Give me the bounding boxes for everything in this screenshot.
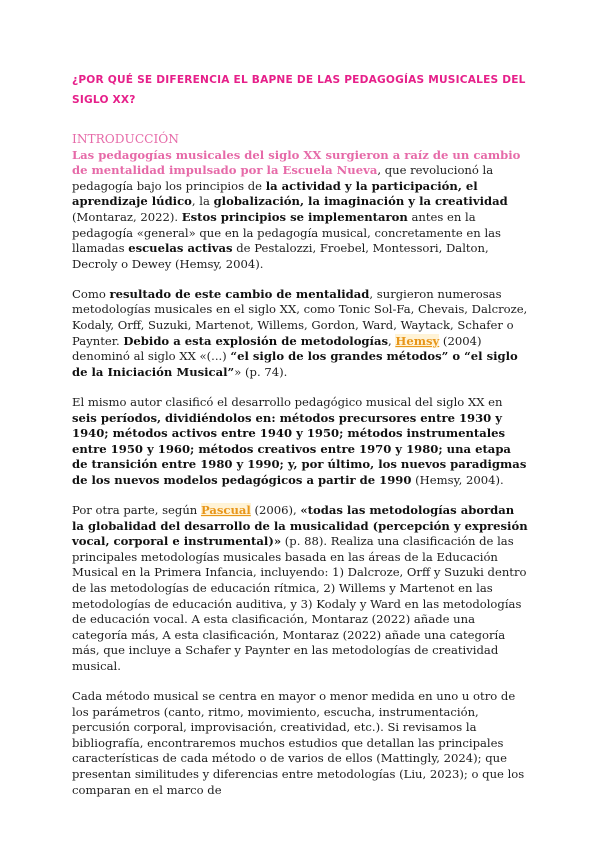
text-span: » (p. 74).	[234, 364, 288, 379]
text-span: (Montaraz, 2022).	[72, 209, 182, 224]
bold-span: “el siglo de los grandes métodos” o “el siglo de la Iniciación Musical”	[72, 349, 518, 379]
bold-span: globalización, la imaginación y la creatividad	[213, 194, 508, 209]
paragraph-2	[72, 287, 528, 381]
text-span: antes en la pedagogía «general» que en la pedagogía musical, concretamente en las llamadas	[72, 209, 502, 256]
bold-span: la actividad y la participación, el aprendizaje lúdico	[72, 178, 478, 209]
citation-link-pascual[interactable]: Pascual	[200, 502, 251, 517]
bold-span: Debido a esta explosión de metodologías	[123, 333, 388, 348]
document-title: ¿POR QUÉ SE DIFERENCIA EL BAPNE DE LAS PEDAGOGÍAS MUSICALES DEL SIGLO XX?	[72, 74, 526, 106]
text-span: (p. 88). Realiza una clasificación de las principales metodologías musicales basada en las áreas de la Educación Musical en la Primera Infancia, incluyendo: 1) Dalcroze, Orff y Suzuki dentro de las metodologías de educación rítmica, 2) Willems y Martenot en las metodologías de educación auditiva, y 3) Kodaly y Ward en las metodologías de educación vocal. A esta clasificación, Montaraz (2022) añade una categoría más, A esta clasificación, Montaraz (2022) añade una categoría más, que incluye a Schafer y Paynter en las metodologías de creatividad musical.	[72, 534, 527, 673]
introduction-section	[72, 132, 528, 272]
paragraph-5-text: Cada método musical se centra en mayor o menor medida en uno u otro de los parámetros (canto, ritmo, movimiento, escucha, instrumentación, percusión corporal, improvisación, creatividad, etc.). Si revisamos la bibliografía, encontraremos muchos estudios que detallan las principales características de cada método o de varios de ellos (Mattingly, 2024); que presentan similitudes y diferencias entre metodologías (Liu, 2023); o que los comparan en el marco de	[72, 689, 525, 797]
section-heading-introduccion: INTRODUCCIÓN	[72, 132, 179, 146]
text-span: Como	[72, 286, 110, 301]
bold-span: resultado de este cambio de mentalidad	[109, 286, 370, 301]
text-span: (2004) denominó al siglo XX «(...)	[72, 333, 482, 364]
bold-span: Estos principios se implementaron	[181, 209, 408, 224]
text-span: ,	[388, 333, 396, 348]
bold-span: «todas las metodologías abordan la globalidad del desarrollo de la musicalidad (percepción y expresión vocal, corporal e instrumental)»	[72, 502, 528, 549]
paragraph-1	[72, 148, 528, 273]
text-span: (Hemsy, 2004).	[411, 472, 504, 487]
text-span: Por otra parte, según	[72, 502, 201, 517]
text-span: de Pestalozzi, Froebel, Montessori, Dalton, Decroly o Dewey (Hemsy, 2004).	[72, 241, 489, 271]
text-span: (2006),	[250, 502, 301, 517]
paragraph-3	[72, 395, 528, 489]
text-span: , que revolucionó la pedagogía bajo los principios de	[72, 163, 494, 193]
citation-link-hemsy[interactable]: Hemsy	[395, 333, 440, 348]
text-span: , la	[191, 194, 214, 209]
paragraph-4	[72, 503, 528, 675]
text-span: El mismo autor clasificó el desarrollo pedagógico musical del siglo XX en	[72, 394, 503, 409]
document-body	[72, 70, 528, 813]
text-span: , surgieron numerosas metodologías musicales en el siglo XX, como Tonic Sol-Fa, Chevais, Dalcroze, Kodaly, Orff, Suzuki, Martenot, Willems, Gordon, Ward, Waytack, Schafer o Paynter.	[72, 286, 528, 348]
intro-lead-text: Las pedagogías musicales del siglo XX surgieron a raíz de un cambio de mentalidad impulsado por la Escuela Nueva	[72, 147, 521, 178]
bold-span: escuelas activas	[128, 241, 233, 256]
bold-span: seis períodos, dividiéndolos en: métodos precursores entre 1930 y 1940; métodos activos entre 1940 y 1950; métodos instrumentales entre 1950 y 1960; métodos creativos entre 1970 y 1980; una etapa de transición entre 1980 y 1990; y, por último, los nuevos paradigmas de los nuevos modelos pedagógicos a partir de 1990	[72, 410, 527, 487]
paragraph-5	[72, 689, 528, 798]
